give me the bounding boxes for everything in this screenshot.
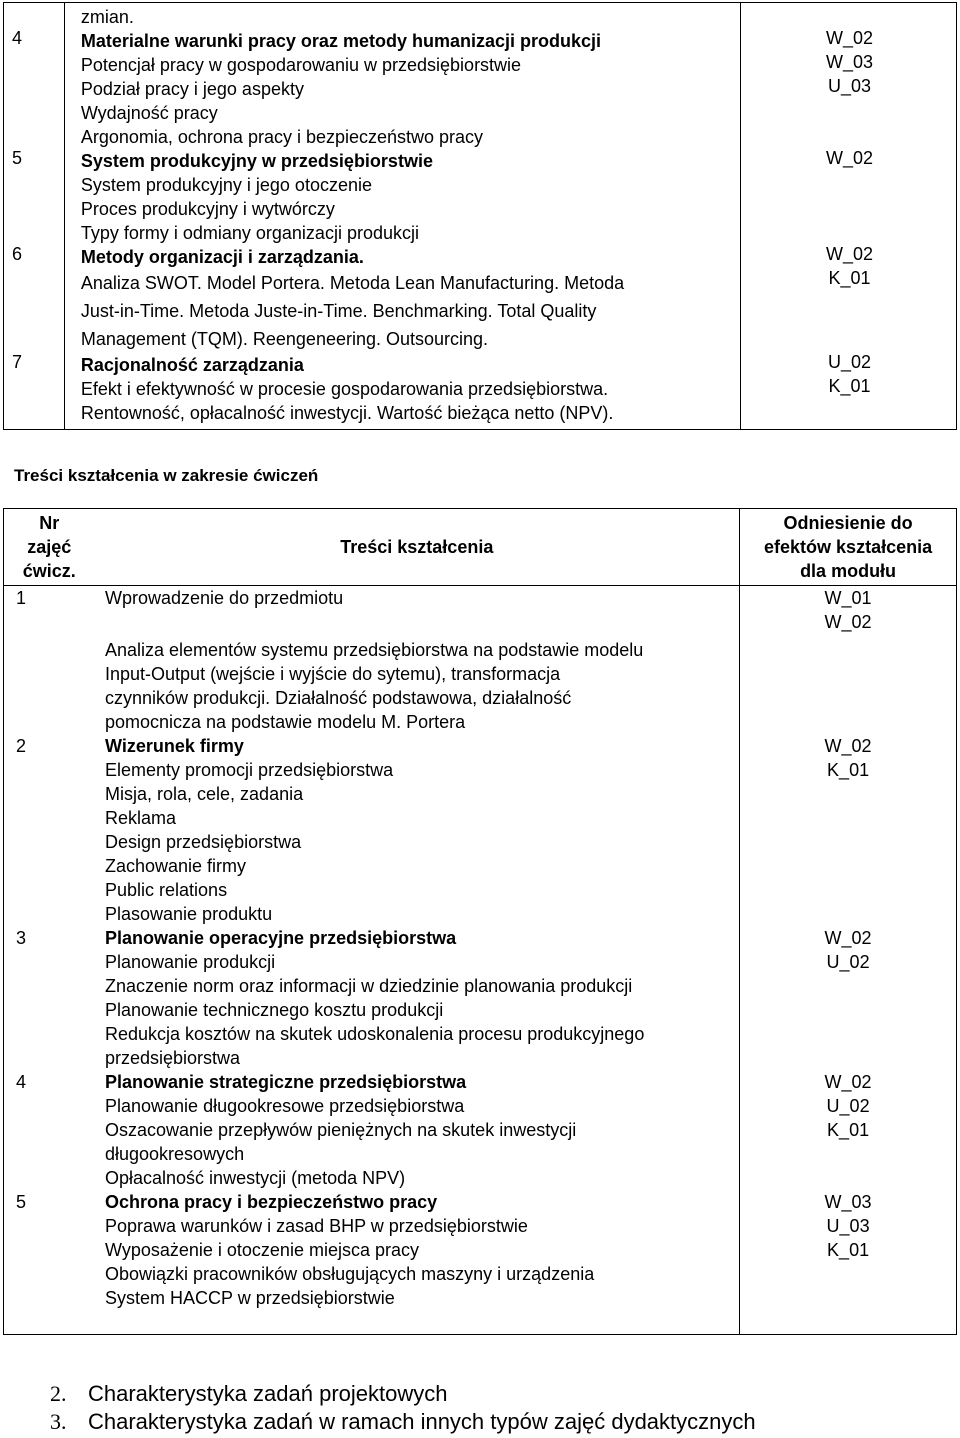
row-line: Rentowność, opłacalność inwestycji. Wartość bieżąca netto (NPV). — [80, 403, 614, 423]
row-line: Znaczenie norm oraz informacji w dziedzinie planowania produkcji — [105, 976, 633, 996]
row-number-column — [12, 26, 22, 50]
header-text: zajęć — [27, 537, 72, 557]
code: U_03 — [827, 76, 872, 96]
row-line: System HACCP w przedsiębiorstwie — [105, 1288, 395, 1308]
header-text: dla modułu — [800, 561, 897, 581]
row-number: 4 — [12, 28, 23, 48]
row-title: Ochrona pracy i bezpieczeństwo pracy — [105, 1192, 438, 1212]
row-line: System produkcyjny i jego otoczenie — [80, 175, 372, 195]
row-number: 6 — [12, 244, 23, 264]
row-number-wrap — [12, 146, 22, 170]
row-line: Elementy promocji przedsiębiorstwa — [105, 760, 394, 780]
header-text: Odniesienie do — [783, 513, 913, 533]
row-line: przedsiębiorstwa — [105, 1048, 241, 1068]
code: W_02 — [824, 736, 872, 756]
continuation-text: zmian. — [80, 7, 134, 27]
row-number: 3 — [16, 928, 27, 948]
row-number: 2 — [16, 736, 27, 756]
row-title: Wizerunek firmy — [105, 736, 244, 756]
list-text: Charakterystyka zadań w ramach innych typów zajęć dydaktycznych — [88, 1409, 756, 1434]
code: W_02 — [824, 928, 872, 948]
row-title: Racjonalność zarządzania — [80, 355, 304, 375]
row-number-wrap — [12, 350, 22, 374]
numbered-list — [50, 1380, 756, 1436]
codes-group — [740, 586, 956, 634]
row-line: Plasowanie produktu — [105, 904, 273, 924]
header-nr — [4, 509, 95, 586]
row-line: Public relations — [105, 880, 228, 900]
row-line: Redukcja kosztów na skutek udoskonalenia procesu produkcyjnego — [105, 1024, 645, 1044]
code: W_03 — [825, 52, 874, 72]
row-title: Materialne warunki pracy oraz metody humanizacji produkcji — [80, 31, 601, 51]
row-number: 4 — [16, 1072, 27, 1092]
row-title: Planowanie operacyjne przedsiębiorstwa — [105, 928, 457, 948]
code: U_02 — [826, 1096, 870, 1116]
row-line: pomocnicza na podstawie modelu M. Portera — [105, 712, 466, 732]
codes-group — [740, 734, 956, 782]
codes-group — [741, 146, 958, 170]
row-number: 7 — [12, 352, 23, 372]
codes-group — [740, 926, 956, 974]
code: U_03 — [826, 1216, 870, 1236]
row-line: Wyposażenie i otoczenie miejsca pracy — [105, 1240, 419, 1260]
row-line: Zachowanie firmy — [105, 856, 247, 876]
row-title: Planowanie strategiczne przedsiębiorstwa — [105, 1072, 467, 1092]
row-title: Metody organizacji i zarządzania. — [80, 247, 364, 267]
row-line: Efekt i efektywność w procesie gospodarowania przedsiębiorstwa. — [80, 379, 609, 399]
row-line: Poprawa warunków i zasad BHP w przedsiębiorstwie — [105, 1216, 528, 1236]
row-line: Potencjał pracy w gospodarowaniu w przedsiębiorstwie — [80, 55, 522, 75]
code: U_02 — [826, 952, 870, 972]
row-line: Opłacalność inwestycji (metoda NPV) — [105, 1168, 406, 1188]
exercises-content-table — [3, 508, 957, 1335]
row-line: Planowanie długookresowe przedsiębiorstwa — [105, 1096, 465, 1116]
list-item — [50, 1380, 756, 1408]
section-heading: Treści kształcenia w zakresie ćwiczeń — [14, 466, 319, 485]
code: K_01 — [827, 1120, 870, 1140]
row-number-wrap — [12, 242, 22, 266]
row-line: czynników produkcji. Działalność podstawowa, działalność — [105, 688, 572, 708]
row-line: długookresowych — [105, 1144, 245, 1164]
row-line: Wydajność pracy — [80, 103, 218, 123]
row-line: Obowiązki pracowników obsługujących maszyny i urządzenia — [105, 1264, 595, 1284]
list-number: 3. — [50, 1409, 67, 1434]
code: W_02 — [825, 28, 874, 48]
code: K_01 — [827, 760, 870, 780]
row-line: Analiza elementów systemu przedsiębiorstwa na podstawie modelu — [105, 640, 644, 660]
row-line: Typy formy i odmiany organizacji produkcji — [80, 223, 419, 243]
row-line: Proces produkcyjny i wytwórczy — [80, 199, 335, 219]
code: W_01 — [824, 588, 872, 608]
header-text: ćwicz. — [22, 561, 76, 581]
row-line: Design przedsiębiorstwa — [105, 832, 302, 852]
row-line: Podział pracy i jego aspekty — [80, 79, 304, 99]
code: K_01 — [827, 1240, 870, 1260]
header-ref — [740, 509, 957, 586]
row-line: Planowanie technicznego kosztu produkcji — [105, 1000, 444, 1020]
list-text: Charakterystyka zadań projektowych — [88, 1381, 448, 1406]
codes-group — [741, 242, 958, 290]
row-number: 5 — [16, 1192, 27, 1212]
row-number: 1 — [16, 588, 27, 608]
row-line: Oszacowanie przepływów pieniężnych na skutek inwestycji — [105, 1120, 577, 1140]
code: W_03 — [824, 1192, 872, 1212]
content-cell — [4, 586, 740, 1335]
table-row — [4, 586, 957, 1335]
content-cell — [64, 3, 740, 430]
row-line: Management (TQM). Reengeneering. Outsourcing. — [80, 329, 489, 349]
header-text: Treści kształcenia — [340, 537, 494, 557]
code: W_02 — [825, 244, 874, 264]
codes-group — [741, 350, 958, 398]
code: W_02 — [824, 1072, 872, 1092]
row-line: Argonomia, ochrona pracy i bezpieczeństwo pracy — [80, 127, 484, 147]
row-line: Misja, rola, cele, zadania — [105, 784, 304, 804]
list-number: 2. — [50, 1381, 67, 1406]
codes-group — [740, 1190, 956, 1262]
row-number: 5 — [12, 148, 23, 168]
codes-group — [740, 1070, 956, 1142]
header-text: Nr — [39, 513, 60, 533]
list-item — [50, 1408, 756, 1436]
row-line — [105, 610, 643, 638]
code: U_02 — [827, 352, 872, 372]
header-text: efektów kształcenia — [764, 537, 933, 557]
row-line: Reklama — [105, 808, 177, 828]
codes-cell — [740, 586, 957, 1335]
row-title: System produkcyjny w przedsiębiorstwie — [80, 151, 433, 171]
code: K_01 — [828, 268, 871, 288]
row-line: Planowanie produkcji — [105, 952, 276, 972]
row-line: Analiza SWOT. Model Portera. Metoda Lean Manufacturing. Metoda — [80, 273, 625, 293]
code: W_02 — [825, 148, 874, 168]
code: W_02 — [824, 612, 872, 632]
header-content — [94, 509, 739, 586]
codes-group — [741, 26, 958, 98]
row-line: Just-in-Time. Metoda Juste-in-Time. Benchmarking. Total Quality — [80, 301, 597, 321]
table-header-row — [4, 509, 957, 586]
code: K_01 — [828, 376, 871, 396]
row-line: Input-Output (wejście i wyjście do sytemu), transformacja — [105, 664, 561, 684]
row-title: Wprowadzenie do przedmiotu — [105, 588, 344, 608]
